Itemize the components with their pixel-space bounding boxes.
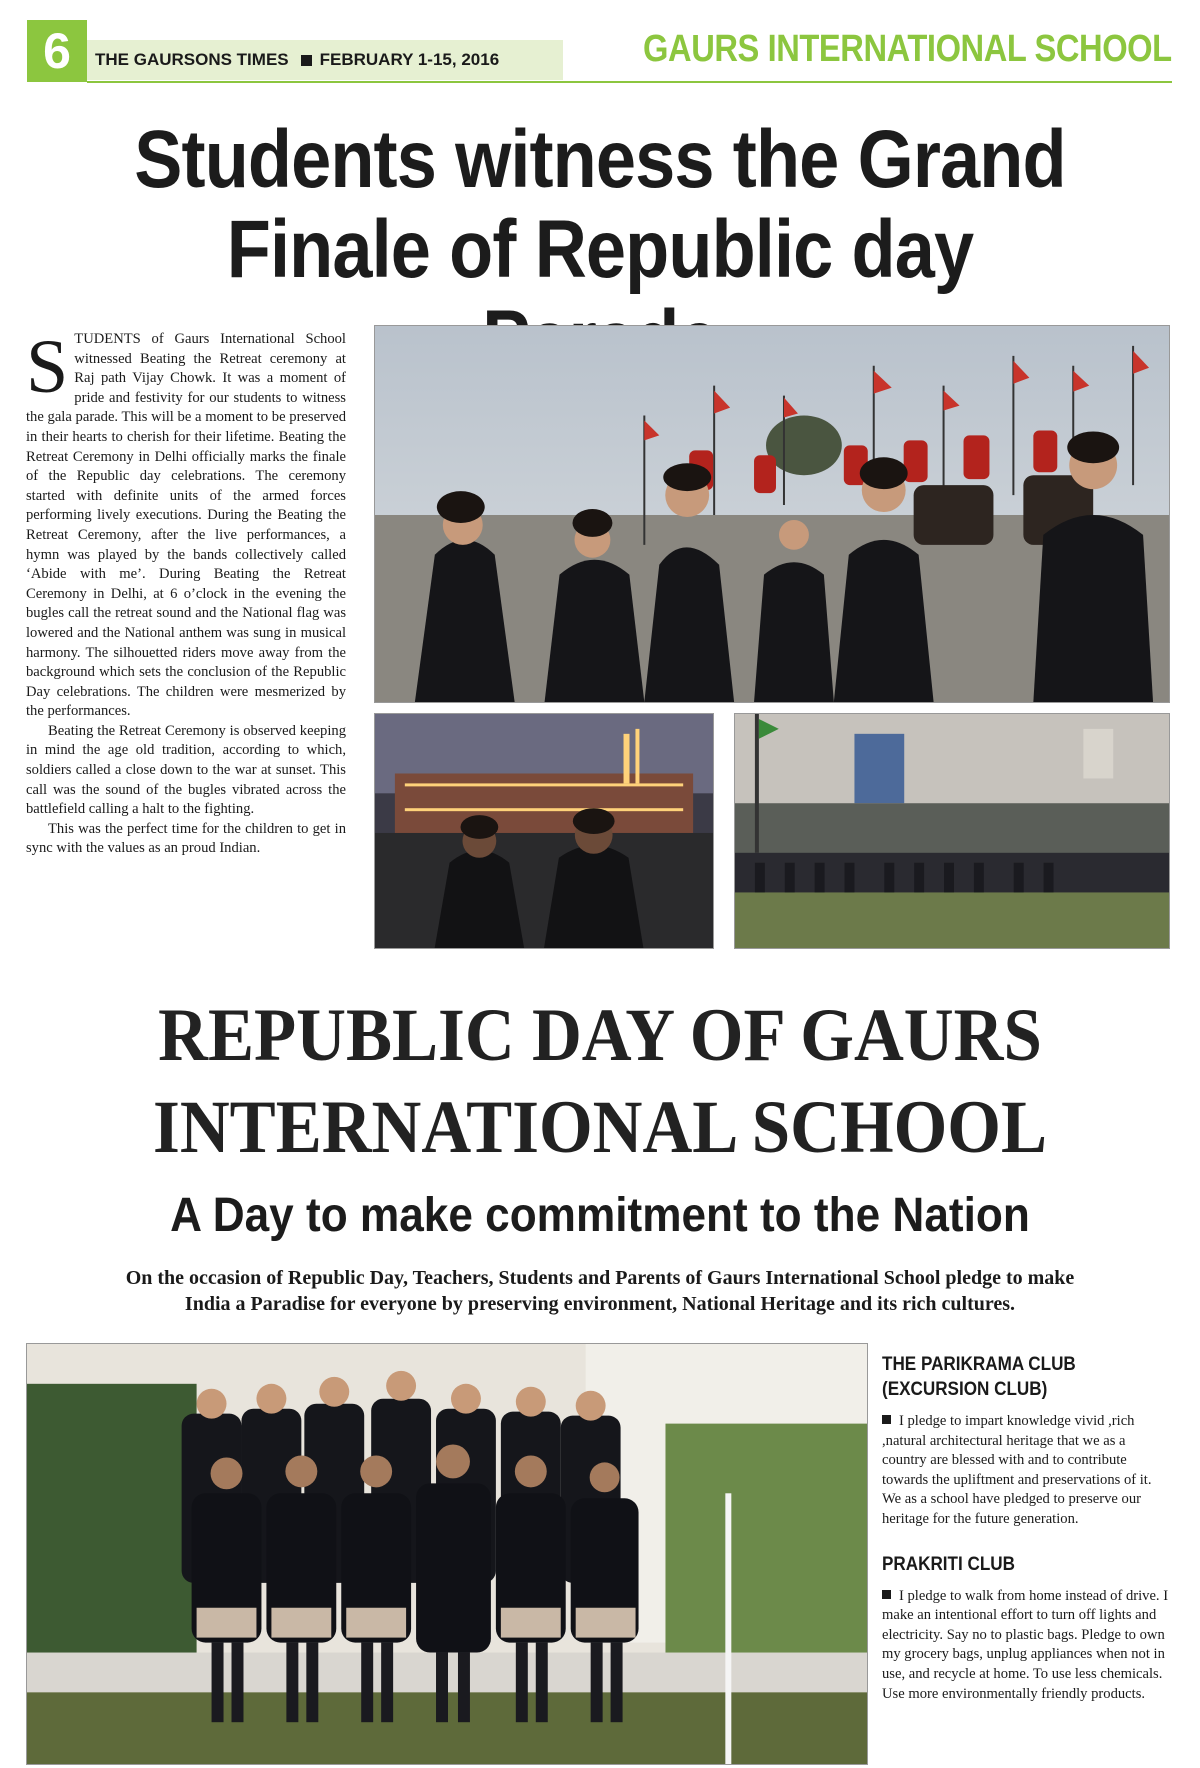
club-prakriti xyxy=(882,1552,1172,1705)
square-bullet-icon xyxy=(301,55,312,66)
parade-photo-illustration xyxy=(375,326,1169,702)
intro-line-1: On the occasion of Republic Day, Teachers, Students and Parents of Gaurs International School pledge to make xyxy=(125,1267,1075,1289)
club-title-line-2: (EXCURSION CLUB) xyxy=(882,1379,1048,1400)
story-paragraph-text: TUDENTS of Gaurs International School witnessed Beating the Retreat ceremony at Raj path Vijay Chowk. It was a moment of pride and festivity for our students to witness the gala parade. This will be a moment to be preserved in their hearts to cherish for their lifetime. Beating the Retreat Ceremony in Delhi officially marks the finale of the Republic day celebrations. The ceremony started with definite units of the armed forces performing lively executions. During the Beating the Retreat Ceremony, after the live performances, a hymn was played by the bands collectively called ‘Abide with me’. During Beating the Retreat Ceremony in Delhi, at 6 o’clock in the evening the bugles call the retreat sound and the National flag was lowered and the National anthem was sung in musical harmony. The silhouetted riders move away from the background which sets the conclusion of the Republic Day celebrations. The children were mesmerized by the performances. xyxy=(26,331,346,720)
club-pledge xyxy=(882,1412,1172,1530)
club-title: PRAKRITI CLUB xyxy=(882,1553,1016,1575)
group-photo-illustration xyxy=(27,1344,867,1764)
page-number: 6 xyxy=(27,20,87,82)
story-paragraph: This was the perfect time for the children to get in sync with the values as an proud Indian. xyxy=(26,820,346,857)
photo-students-at-night xyxy=(374,713,714,949)
photo-parade-ground xyxy=(734,713,1170,949)
photo-group-students xyxy=(26,1343,868,1765)
masthead xyxy=(87,40,563,80)
issue-date: FEBRUARY 1-15, 2016 xyxy=(319,50,500,69)
section-title xyxy=(85,990,1115,1174)
headline-line-2: Finale of Republic day xyxy=(226,204,974,295)
club-parikrama xyxy=(882,1352,1172,1530)
story-body xyxy=(26,325,346,859)
club-pledge-text: I pledge to walk from home instead of drive. I make an intentional effort to turn off lights and electricity. Say no to plastic bags. Pledge to own my grocery bags, unplug appliances when not in use, and recycle at home. To use less chemicals. Use more environmentally friendly products. xyxy=(882,1587,1169,1702)
school-name-header: GAURS INTERNATIONAL SCHOOL xyxy=(643,28,1172,70)
publication-name: THE GAURSONS TIMES xyxy=(95,50,289,69)
header-rule xyxy=(87,81,1172,83)
section-subtitle: A Day to make commitment to the Nation xyxy=(170,1189,1030,1242)
night-photo-illustration xyxy=(375,714,713,948)
intro-line-2: India a Paradise for everyone by preserving environment, National Heritage and its rich cultures. xyxy=(184,1293,1016,1315)
story-paragraph xyxy=(26,325,346,722)
parade-ground-illustration xyxy=(735,714,1169,948)
club-pledge-text: I pledge to impart knowledge vivid ,rich ,natural architectural heritage that we as a country are blessed with and to contribute towards the upliftment and preservations of it. We as a school have pledged to preserve our heritage for the future generation. xyxy=(882,1413,1152,1527)
square-bullet-icon xyxy=(882,1590,891,1599)
club-title-line-1: THE PARIKRAMA CLUB xyxy=(882,1354,1076,1375)
section-title-line-1: REPUBLIC DAY OF GAURS xyxy=(158,994,1042,1077)
section-title-line-2: INTERNATIONAL SCHOOL xyxy=(152,1086,1048,1169)
clubs-column xyxy=(882,1352,1172,1704)
drop-cap: S xyxy=(26,325,69,409)
section-intro xyxy=(24,1265,1176,1317)
square-bullet-icon xyxy=(882,1415,891,1424)
headline-line-1: Students witness the Grand xyxy=(134,114,1066,205)
club-pledge xyxy=(882,1587,1172,1705)
club-title xyxy=(882,1352,1143,1402)
photo-students-at-parade xyxy=(374,325,1170,703)
story-paragraph: Beating the Retreat Ceremony is observed keeping in mind the age old tradition, according to which, soldiers called a close down to the war at sunset. This call was the sound of the bugles vibrated across the battlefield calling a halt to the fighting. xyxy=(26,722,346,818)
